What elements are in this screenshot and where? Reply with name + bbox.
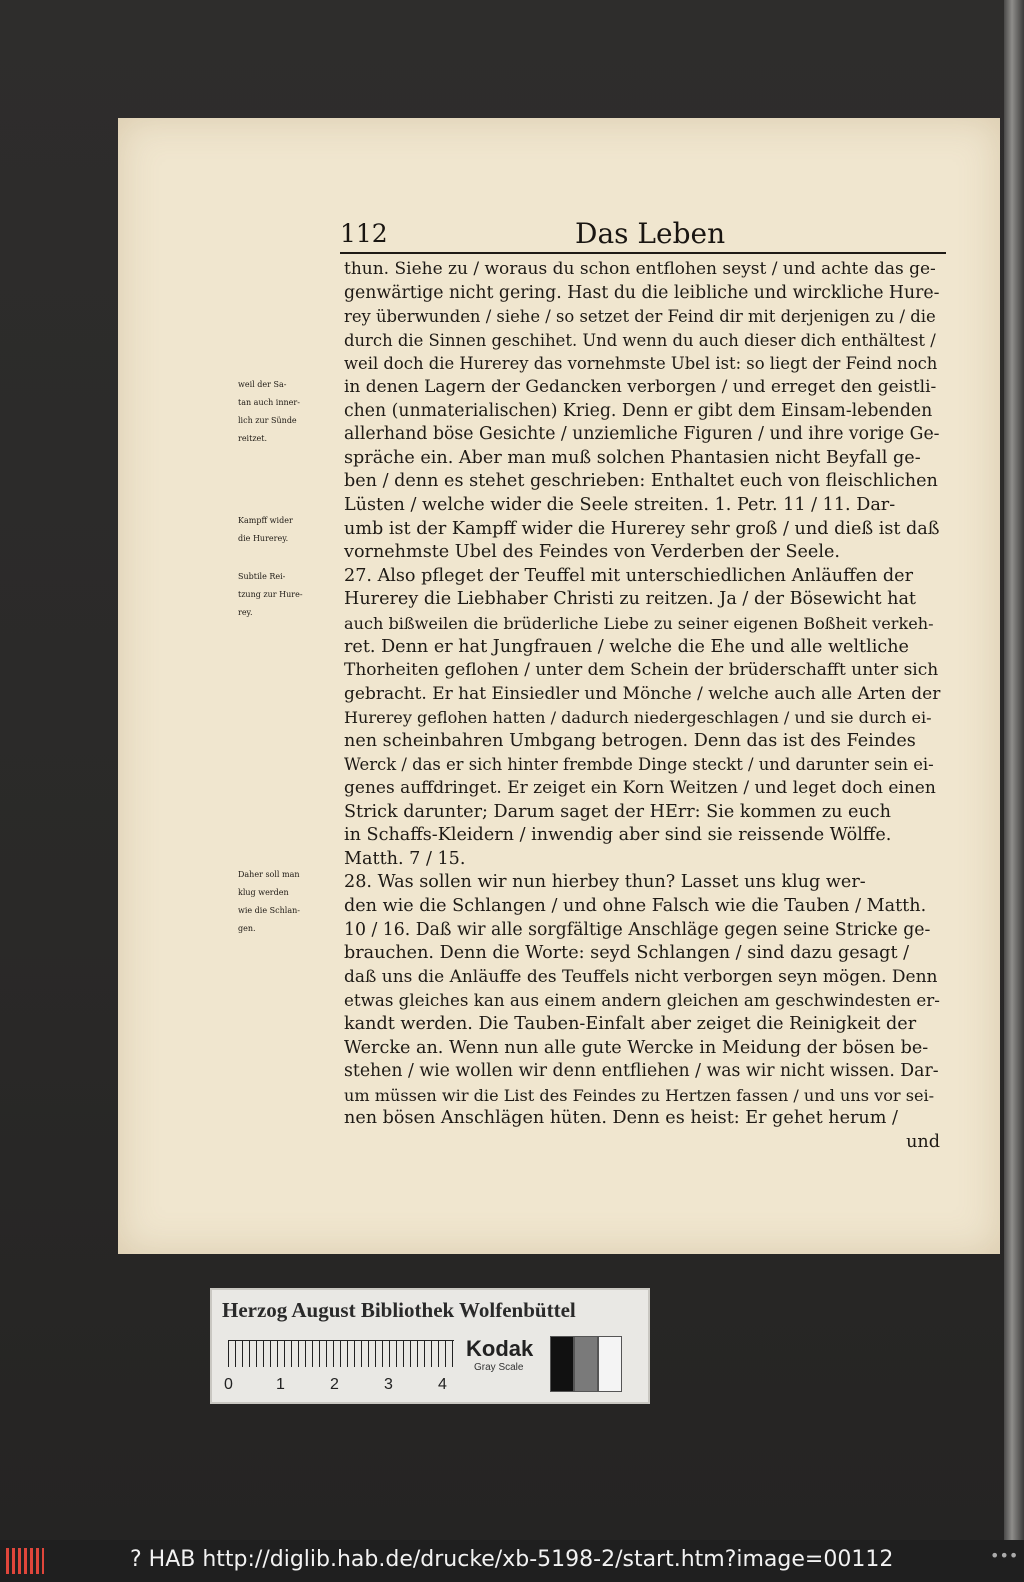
- margin-gloss: [238, 512, 346, 548]
- gray-scale-label: Gray Scale: [474, 1362, 524, 1373]
- text-line: um müssen wir die List des Feindes zu Hertzen fassen / und uns vor sei-: [344, 1085, 935, 1105]
- gloss-line: klug werden: [238, 888, 289, 897]
- color-calibration-strip: [210, 1288, 650, 1404]
- gloss-line: Subtile Rei-: [238, 572, 286, 581]
- text-line: in denen Lagern der Gedancken verborgen / und erreget den geistli-: [344, 376, 937, 397]
- text-line: allerhand böse Gesichte / unziemliche Figuren / und ihre vorige Ge-: [344, 424, 940, 445]
- library-name: Herzog August Bibliothek Wolfenbüttel: [222, 1298, 576, 1322]
- text-line: stehen / wie wollen wir denn entfliehen / was wir nicht wissen. Dar-: [344, 1061, 939, 1082]
- text-line: auch bißweilen die brüderliche Liebe zu seiner eigenen Boßheit verkeh-: [344, 613, 934, 633]
- text-line: ben / denn es stehet geschrieben: Enthaltet euch von fleischlichen: [344, 471, 938, 492]
- text-line: Hurerey die Liebhaber Christi zu reitzen. Ja / der Bösewicht hat: [344, 589, 917, 610]
- text-line: thun. Siehe zu / woraus du schon entflohen seyst / und achte das ge-: [344, 259, 936, 279]
- text-line: 10 / 16. Daß wir alle sorgfältige Anschläge gegen seine Stricke ge-: [344, 919, 931, 940]
- gloss-line: tzung zur Hure-: [238, 590, 303, 599]
- gloss-line: rey.: [238, 608, 253, 617]
- gloss-line: die Hurerey.: [238, 534, 289, 543]
- text-line: nen scheinbahren Umbgang betrogen. Denn das ist des Feindes: [344, 730, 916, 751]
- text-line: Matth. 7 / 15.: [344, 848, 466, 869]
- text-line: umb ist der Kampff wider die Hurerey sehr groß / und dieß ist daß: [344, 518, 940, 539]
- margin-gloss: [238, 866, 346, 938]
- text-line: 28. Was sollen wir nun hierbey thun? Lasset uns klug wer-: [344, 872, 866, 893]
- gloss-line: lich zur Sünde: [238, 416, 297, 425]
- gloss-line: gen.: [238, 924, 256, 933]
- text-line: weil doch die Hurerey das vornehmste Ubel ist: so liegt der Feind noch: [344, 354, 938, 374]
- text-line: den wie die Schlangen / und ohne Falsch wie die Tauben / Matth.: [344, 896, 927, 917]
- margin-gloss: [238, 376, 346, 448]
- ruler-label: 1: [276, 1376, 285, 1393]
- barcode-icon: [6, 1548, 44, 1574]
- text-line: Thorheiten geflohen / unter dem Schein der brüderschafft unter sich: [344, 660, 939, 681]
- text-line: genwärtige nicht gering. Hast du die leibliche und wirckliche Hure-: [344, 282, 940, 303]
- text-line: Hurerey geflohen hatten / dadurch niedergeschlagen / und sie durch ei-: [344, 708, 932, 728]
- ruler-label: 2: [330, 1376, 339, 1393]
- text-line: spräche ein. Aber man muß solchen Phantasien nicht Beyfall ge-: [344, 447, 921, 468]
- gloss-line: reitzet.: [238, 434, 268, 443]
- status-bar: [0, 1540, 1024, 1582]
- gray-swatch-white: [598, 1336, 622, 1392]
- margin-gloss: [238, 568, 346, 622]
- gloss-line: wie die Schlan-: [238, 906, 300, 915]
- text-line: kandt werden. Die Tauben-Einfalt aber zeiget die Reinigkeit der: [344, 1014, 917, 1034]
- gray-swatch-black: [550, 1336, 574, 1392]
- text-line: ret. Denn er hat Jungfrauen / welche die Ehe und alle weltliche: [344, 636, 909, 657]
- text-line: rey überwunden / siehe / so setzet der Feind dir mit derjenigen zu / die: [344, 307, 936, 327]
- ruler-label: 4: [438, 1376, 447, 1393]
- text-line: gebracht. Er hat Einsiedler und Mönche / welche auch alle Arten der: [344, 683, 941, 704]
- gloss-line: tan auch inner-: [238, 398, 300, 407]
- text-line: Strick darunter; Darum saget der HErr: Sie kommen zu euch: [344, 801, 891, 822]
- gray-swatch-mid: [574, 1336, 598, 1392]
- text-line: nen bösen Anschlägen hüten. Denn es heist: Er gehet herum /: [344, 1108, 898, 1129]
- text-line: chen (unmaterialischen) Krieg. Denn er gibt dem Einsam-lebenden: [344, 400, 933, 421]
- page-header: [340, 212, 946, 254]
- text-line: daß uns die Anläuffe des Teuffels nicht verborgen seyn mögen. Denn: [344, 966, 938, 987]
- text-line: durch die Sinnen geschihet. Und wenn du auch dieser dich enthältest /: [344, 330, 936, 350]
- ruler-label: 3: [384, 1376, 393, 1393]
- text-line: Werck / das er sich hinter frembde Dinge steckt / und darunter sein ei-: [344, 755, 934, 775]
- text-line: in Schaffs-Kleidern / inwendig aber sind sie reissende Wölffe.: [344, 825, 892, 846]
- body-text: [344, 258, 940, 1155]
- gloss-line: Kampff wider: [238, 516, 293, 525]
- running-title: Das Leben: [575, 217, 726, 250]
- gloss-line: Daher soll man: [238, 870, 300, 879]
- text-line: genes auffdringet. Er zeiget ein Korn Weitzen / und leget doch einen: [344, 778, 936, 799]
- kodak-logo: Kodak: [466, 1336, 534, 1361]
- gloss-line: weil der Sa-: [238, 380, 287, 389]
- overflow-icon[interactable]: •••: [990, 1546, 1019, 1565]
- ruler: [228, 1340, 454, 1367]
- text-line: etwas gleiches kan aus einem andern gleichen am geschwindesten er-: [344, 990, 940, 1011]
- page-number: 112: [340, 219, 388, 248]
- text-line: Lüsten / welche wider die Seele streiten. 1. Petr. 11 / 11. Dar-: [344, 494, 896, 515]
- text-line: brauchen. Denn die Worte: seyd Schlangen / sind dazu gesagt /: [344, 943, 910, 964]
- status-url[interactable]: ? HAB http://diglib.hab.de/drucke/xb-5198-2/start.htm?image=00112: [130, 1547, 894, 1572]
- text-line: Wercke an. Wenn nun alle gute Wercke in Meidung der bösen be-: [344, 1037, 929, 1058]
- book-edge: [1004, 0, 1024, 1540]
- text-line: vornehmste Ubel des Feindes von Verderben der Seele.: [344, 542, 840, 563]
- text-line: 27. Also pfleget der Teuffel mit unterschiedlichen Anläuffen der: [344, 565, 914, 586]
- text-line: und: [906, 1131, 940, 1152]
- ruler-label: 0: [224, 1376, 233, 1393]
